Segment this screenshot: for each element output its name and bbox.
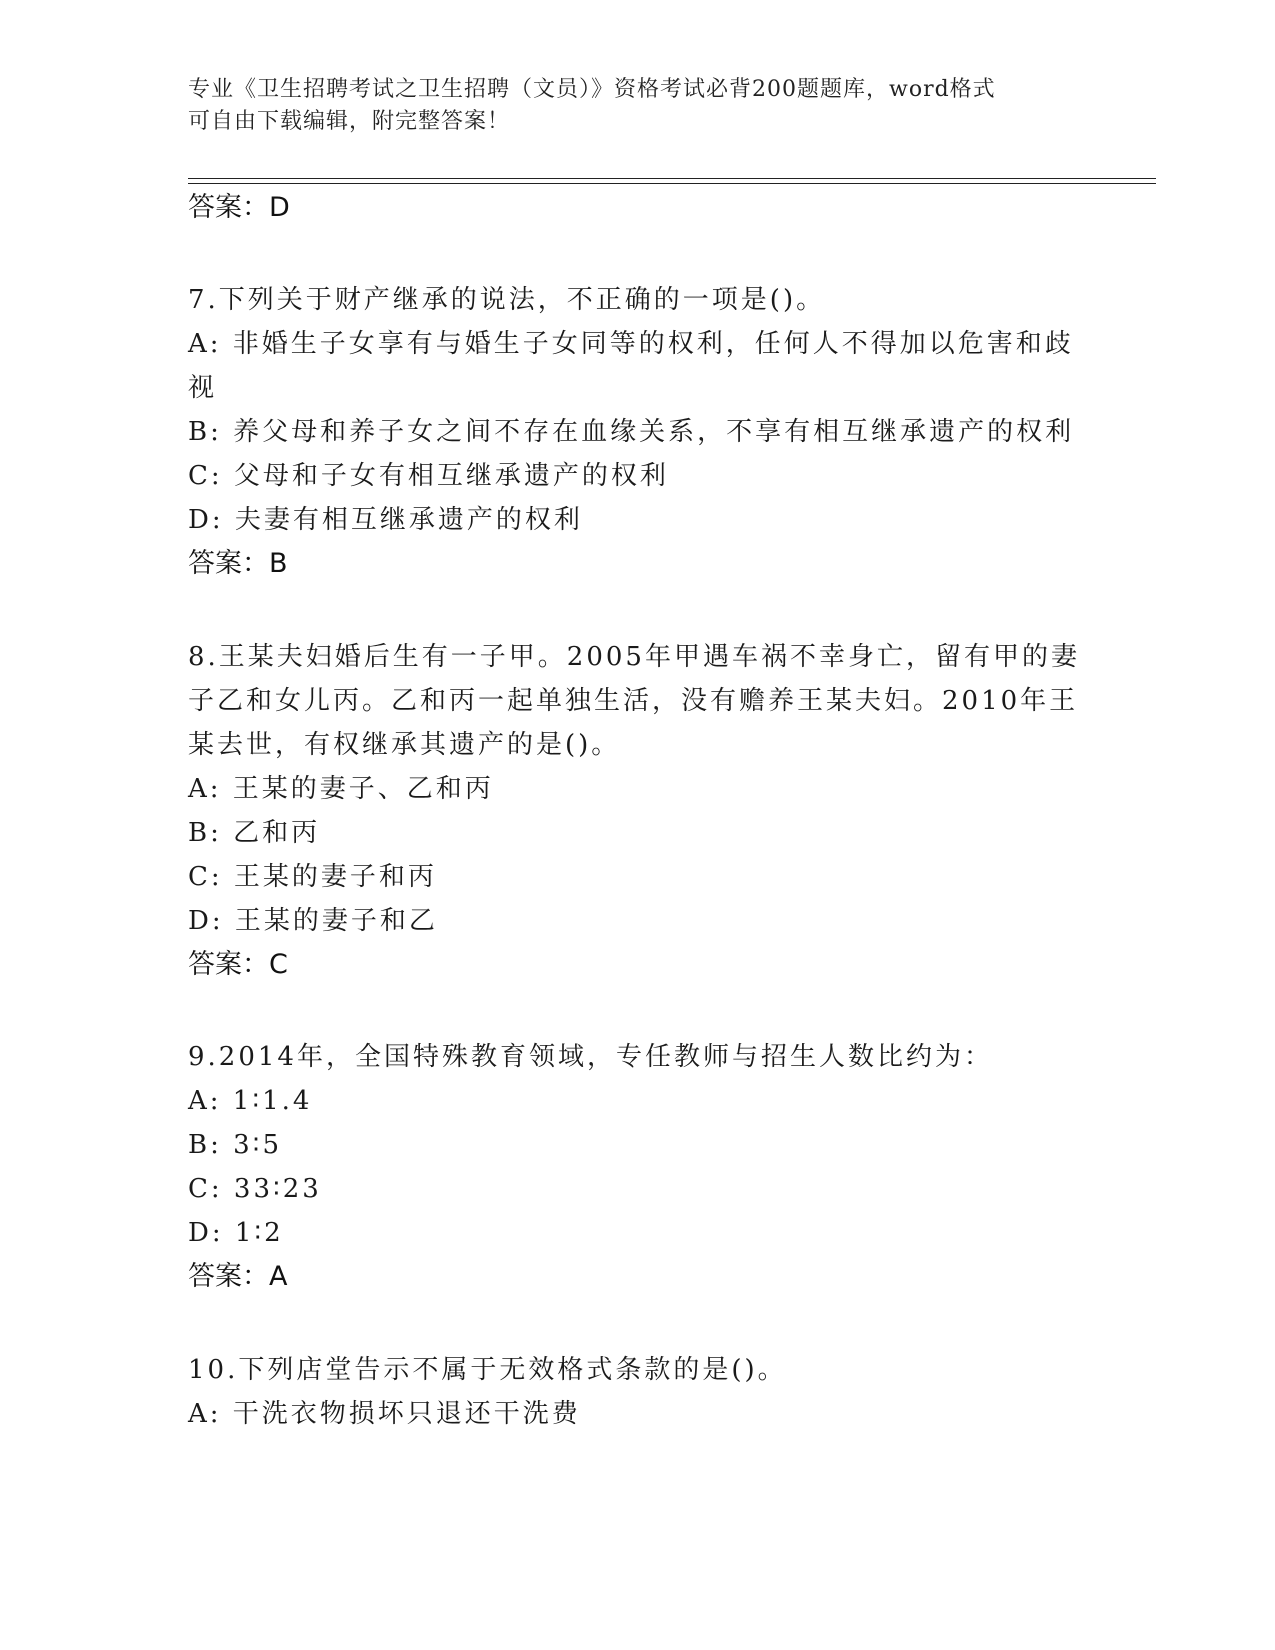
question-8-option-c: C: 王某的妻子和丙 [188,862,437,892]
question-9-option-d: D: 1∶2 [188,1218,284,1248]
header-rule-top [188,178,1156,179]
answer-previous: 答案：D [188,192,290,223]
question-9-option-b: B: 3∶5 [188,1130,282,1160]
question-7-option-d: D: 夫妻有相互继承遗产的权利 [188,505,583,535]
question-7-stem: 7.下列关于财产继承的说法，不正确的一项是()。 [188,285,826,315]
question-8-stem-1: 8.王某夫妇婚后生有一子甲。2005年甲遇车祸不幸身亡，留有甲的妻 [188,642,1080,672]
question-7-option-a-cont: 视 [188,373,218,403]
question-10-stem: 10.下列店堂告示不属于无效格式条款的是()。 [188,1355,787,1385]
question-8-stem-2: 子乙和女儿丙。乙和丙一起单独生活，没有赡养王某夫妇。2010年王 [188,686,1079,716]
header-rule-bottom [188,183,1156,184]
question-9-option-a: A: 1∶1.4 [188,1086,313,1116]
question-7-option-c: C: 父母和子女有相互继承遗产的权利 [188,461,669,491]
question-7-answer: 答案：B [188,548,288,579]
question-8-answer: 答案：C [188,949,288,980]
question-8-stem-3: 某去世，有权继承其遗产的是()。 [188,730,621,760]
header-line-2: 可自由下载编辑，附完整答案！ [188,109,511,134]
question-8-option-d: D: 王某的妻子和乙 [188,906,438,936]
question-10-option-a: A: 干洗衣物损坏只退还干洗费 [188,1399,581,1429]
question-9-option-c: C: 33∶23 [188,1174,322,1204]
header-text [188,74,1068,138]
question-7-option-b: B: 养父母和养子女之间不存在血缘关系，不享有相互继承遗产的权利 [188,417,1075,447]
question-8-option-b: B: 乙和丙 [188,818,321,848]
question-7-option-a: A: 非婚生子女享有与婚生子女同等的权利，任何人不得加以危害和歧 [188,329,1074,359]
question-9-answer: 答案：A [188,1261,288,1292]
question-8-option-a: A: 王某的妻子、乙和丙 [188,774,494,804]
question-9-stem: 9.2014年，全国特殊教育领域，专任教师与招生人数比约为： [188,1042,993,1072]
header-line-1: 专业《卫生招聘考试之卫生招聘（文员）》资格考试必背200题题库，word格式 [188,77,996,102]
